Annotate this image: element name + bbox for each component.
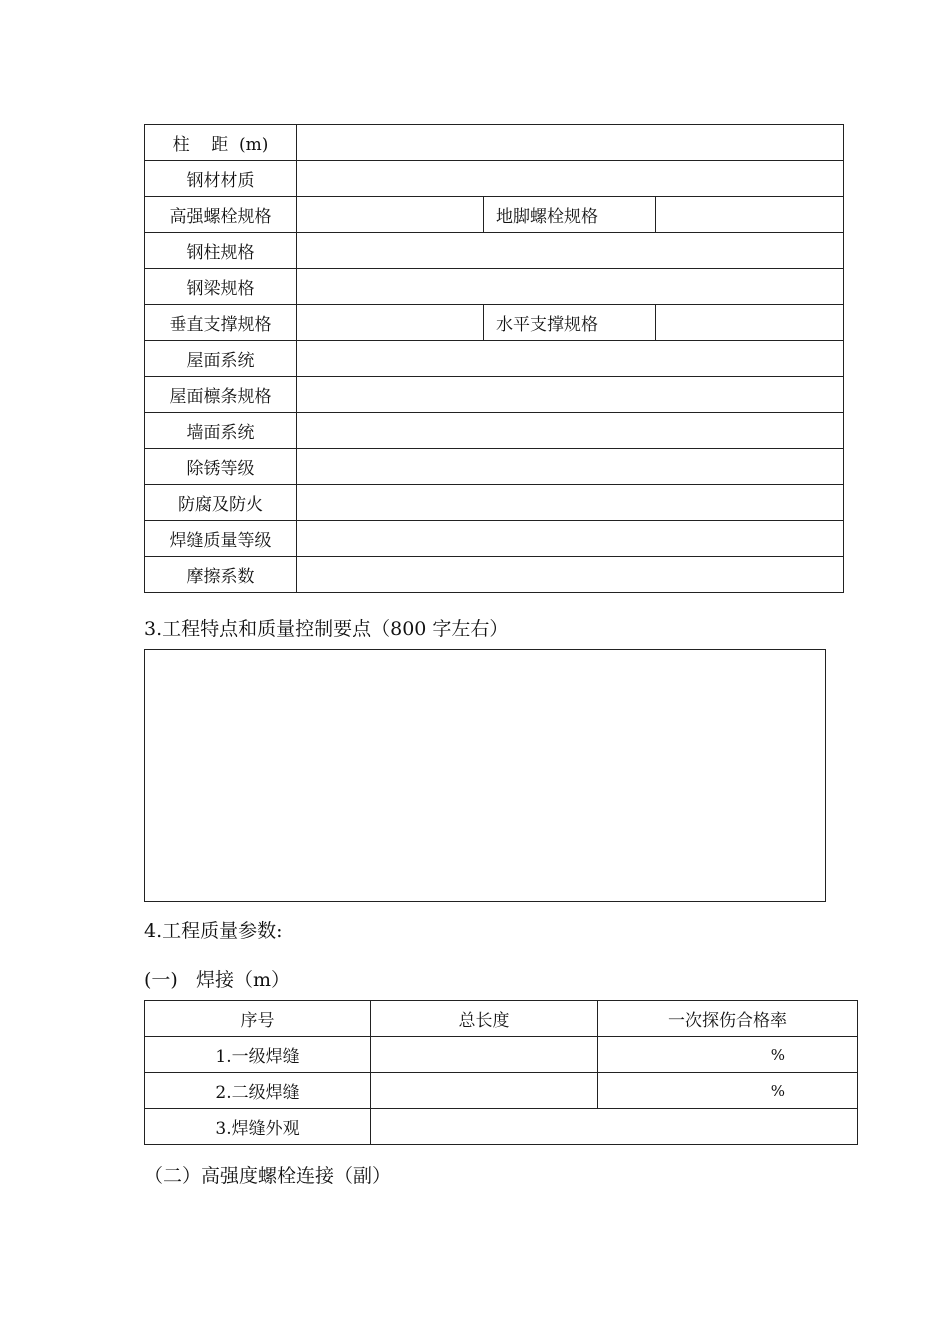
row-label: 焊缝质量等级 xyxy=(145,521,297,557)
value-cell[interactable] xyxy=(297,557,844,593)
steel-spec-table xyxy=(144,124,844,593)
value-cell[interactable] xyxy=(297,197,484,233)
table-row xyxy=(145,413,844,449)
table-row xyxy=(145,485,844,521)
row-label: 2.二级焊缝 xyxy=(145,1073,371,1109)
table-row xyxy=(145,125,844,161)
row-label: 钢梁规格 xyxy=(145,269,297,305)
table-row xyxy=(145,197,844,233)
pass-rate-cell[interactable]: % xyxy=(598,1073,858,1109)
value-cell[interactable] xyxy=(297,305,484,341)
row-label: 钢柱规格 xyxy=(145,233,297,269)
table-row xyxy=(145,269,844,305)
table-row xyxy=(145,233,844,269)
pass-rate-cell[interactable]: % xyxy=(598,1037,858,1073)
table-row xyxy=(145,161,844,197)
table-row xyxy=(145,1073,858,1109)
value-cell[interactable] xyxy=(656,305,844,341)
section-4-heading: 4.工程质量参数: xyxy=(144,920,283,942)
row-label: 3.焊缝外观 xyxy=(145,1109,371,1145)
table-row xyxy=(145,557,844,593)
value-cell[interactable] xyxy=(297,161,844,197)
row-label: 除锈等级 xyxy=(145,449,297,485)
row-label: 墙面系统 xyxy=(145,413,297,449)
table-header-row xyxy=(145,1001,858,1037)
bolt-connection-heading: （二）高强度螺栓连接（副） xyxy=(144,1165,392,1187)
row-label: 柱 距 (m) xyxy=(145,125,297,161)
row-label: 钢材材质 xyxy=(145,161,297,197)
welding-table xyxy=(144,1000,858,1145)
column-header: 总长度 xyxy=(371,1001,598,1037)
row-label: 屋面系统 xyxy=(145,341,297,377)
column-header: 序号 xyxy=(145,1001,371,1037)
row-label: 高强螺栓规格 xyxy=(145,197,297,233)
value-cell[interactable] xyxy=(297,413,844,449)
table-row xyxy=(145,1037,858,1073)
table-row xyxy=(145,341,844,377)
row-label: 防腐及防火 xyxy=(145,485,297,521)
column-header: 一次探伤合格率 xyxy=(598,1001,858,1037)
table-row xyxy=(145,1109,858,1145)
total-length-cell[interactable] xyxy=(371,1073,598,1109)
quality-control-text-box[interactable] xyxy=(144,649,826,902)
table-row xyxy=(145,377,844,413)
value-cell[interactable] xyxy=(656,197,844,233)
welding-heading: (一) 焊接（m） xyxy=(144,969,290,991)
value-cell[interactable] xyxy=(297,269,844,305)
total-length-cell[interactable] xyxy=(371,1037,598,1073)
table-row xyxy=(145,305,844,341)
value-cell[interactable] xyxy=(297,449,844,485)
value-cell[interactable] xyxy=(297,341,844,377)
value-cell[interactable] xyxy=(297,521,844,557)
appearance-cell[interactable] xyxy=(371,1109,858,1145)
value-cell[interactable] xyxy=(297,233,844,269)
value-cell[interactable] xyxy=(297,125,844,161)
table-row xyxy=(145,521,844,557)
row-label: 摩擦系数 xyxy=(145,557,297,593)
section-3-heading: 3.工程特点和质量控制要点（800 字左右） xyxy=(144,618,509,640)
row-label: 垂直支撑规格 xyxy=(145,305,297,341)
value-cell[interactable] xyxy=(297,485,844,521)
row-label: 1.一级焊缝 xyxy=(145,1037,371,1073)
row-label-secondary: 地脚螺栓规格 xyxy=(484,197,656,233)
table-row xyxy=(145,449,844,485)
value-cell[interactable] xyxy=(297,377,844,413)
row-label-secondary: 水平支撑规格 xyxy=(484,305,656,341)
row-label: 屋面檩条规格 xyxy=(145,377,297,413)
